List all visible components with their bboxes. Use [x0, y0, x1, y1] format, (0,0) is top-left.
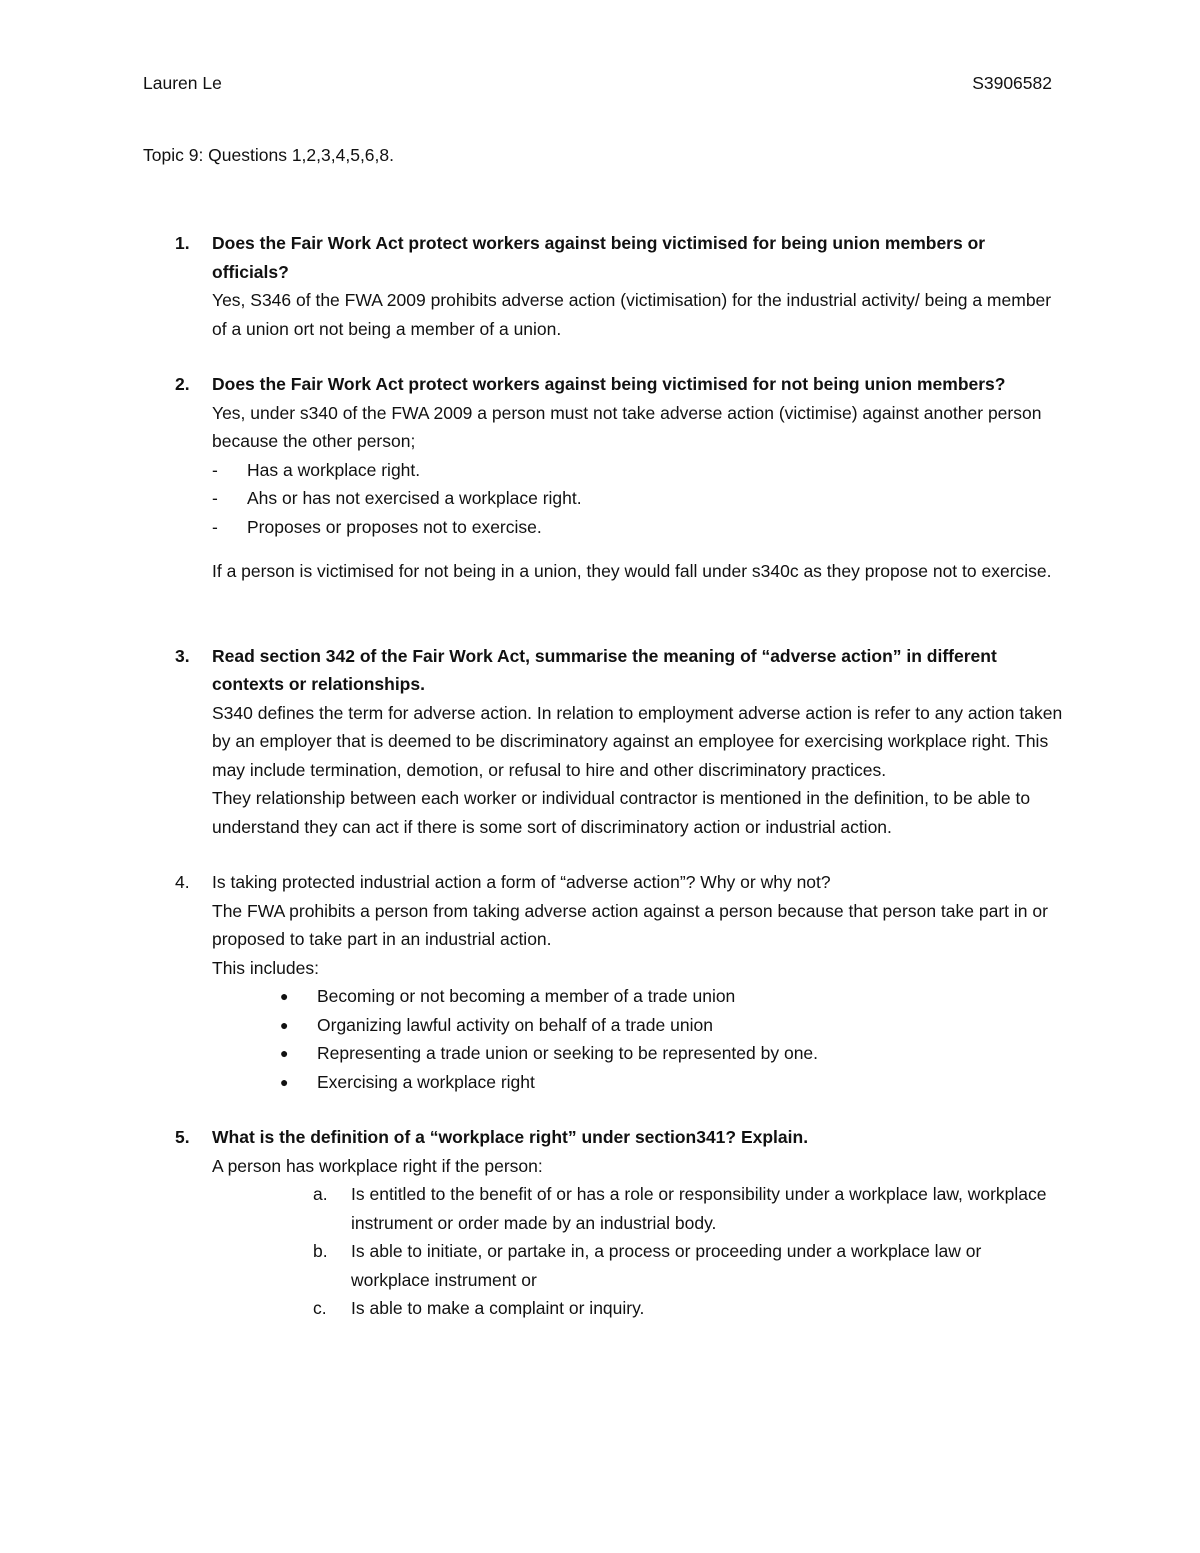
- bullet-icon: ●: [280, 1016, 289, 1033]
- dash-marker: -: [212, 488, 218, 508]
- answer-text: Yes, under s340 of the FWA 2009 a person must not take adverse action (victimise) against another person because the other person;: [212, 402, 1042, 451]
- answer-text: S340 defines the term for adverse action. In relation to employment adverse action is refer to any action taken by an employer that is deemed to be discriminatory against an employee for exercising workplace right. This may include termination, demotion, or refusal to hire and other discriminatory practices.: [212, 702, 1063, 780]
- answer-text-continued: They relationship between each worker or individual contractor is mentioned in the definition, to be able to understand they can act if there is some sort of discriminatory action or industrial action.: [212, 788, 1031, 837]
- bullet-icon: ●: [280, 1045, 289, 1061]
- answer-text: The FWA prohibits a person from taking adverse action against a person because that person take part in or proposed to take part in an industrial action.: [212, 900, 1048, 949]
- list-item: ● Exercising a workplace right: [280, 1068, 1063, 1097]
- lettered-list: [313, 1180, 1063, 1323]
- page-header: [143, 73, 1052, 99]
- dash-marker: -: [212, 459, 218, 480]
- answer-text: A person has workplace right if the person:: [212, 1155, 543, 1176]
- question-text: What is the definition of a “workplace right” under section341? Explain.: [212, 1127, 809, 1147]
- author-name: Lauren Le: [143, 73, 222, 93]
- dash-list: [212, 456, 1063, 542]
- letter-marker: a.: [313, 1184, 328, 1204]
- list-item: a. Is entitled to the benefit of or has a role or responsibility under a workplace law, workplace instrument or order made by an industrial body.: [313, 1180, 1063, 1237]
- bullet-icon: ●: [280, 988, 289, 1004]
- list-item: - Has a workplace right.: [212, 456, 1063, 485]
- list-item: ● Becoming or not becoming a member of a trade union: [280, 982, 1063, 1011]
- letter-marker: c.: [313, 1298, 327, 1318]
- question-number: 1.: [175, 233, 190, 253]
- student-id: S3906582: [972, 73, 1052, 93]
- question-1: [143, 229, 1063, 343]
- question-4: [143, 868, 1063, 1096]
- includes-label: This includes:: [212, 957, 319, 978]
- question-number: 2.: [175, 374, 190, 394]
- question-number: 5.: [175, 1127, 190, 1147]
- followup-text: If a person is victimised for not being in a union, they would fall under s340c as they propose not to exercise.: [212, 561, 1052, 581]
- question-text: Is taking protected industrial action a form of “adverse action”? Why or why not?: [212, 872, 831, 892]
- list-item: c. Is able to make a complaint or inquiry.: [313, 1294, 1063, 1323]
- questions-list: [143, 229, 1063, 1323]
- list-item: ● Organizing lawful activity on behalf of a trade union: [280, 1011, 1063, 1040]
- question-number: 4.: [175, 872, 190, 892]
- question-5: [143, 1123, 1063, 1323]
- bullet-list: [280, 982, 1063, 1096]
- question-2: [143, 370, 1063, 586]
- question-text: Does the Fair Work Act protect workers against being victimised for being union members or officials?: [212, 233, 986, 282]
- question-text: Read section 342 of the Fair Work Act, summarise the meaning of “adverse action” in different contexts or relationships.: [212, 645, 997, 694]
- question-3: [143, 642, 1063, 842]
- list-item: ● Representing a trade union or seeking to be represented by one.: [280, 1039, 1063, 1068]
- question-number: 3.: [175, 645, 190, 666]
- dash-marker: -: [212, 516, 218, 537]
- bullet-icon: ●: [280, 1073, 289, 1090]
- question-text: Does the Fair Work Act protect workers against being victimised for not being union members?: [212, 374, 1006, 394]
- letter-marker: b.: [313, 1241, 328, 1261]
- topic-heading: Topic 9: Questions 1,2,3,4,5,6,8.: [143, 145, 394, 165]
- answer-text: Yes, S346 of the FWA 2009 prohibits adverse action (victimisation) for the industrial activity/ being a member of a union ort not being a member of a union.: [212, 290, 1052, 339]
- list-item: - Ahs or has not exercised a workplace right.: [212, 484, 1063, 513]
- list-item: b. Is able to initiate, or partake in, a process or proceeding under a workplace law or workplace instrument or: [313, 1237, 1063, 1294]
- list-item: - Proposes or proposes not to exercise.: [212, 513, 1063, 542]
